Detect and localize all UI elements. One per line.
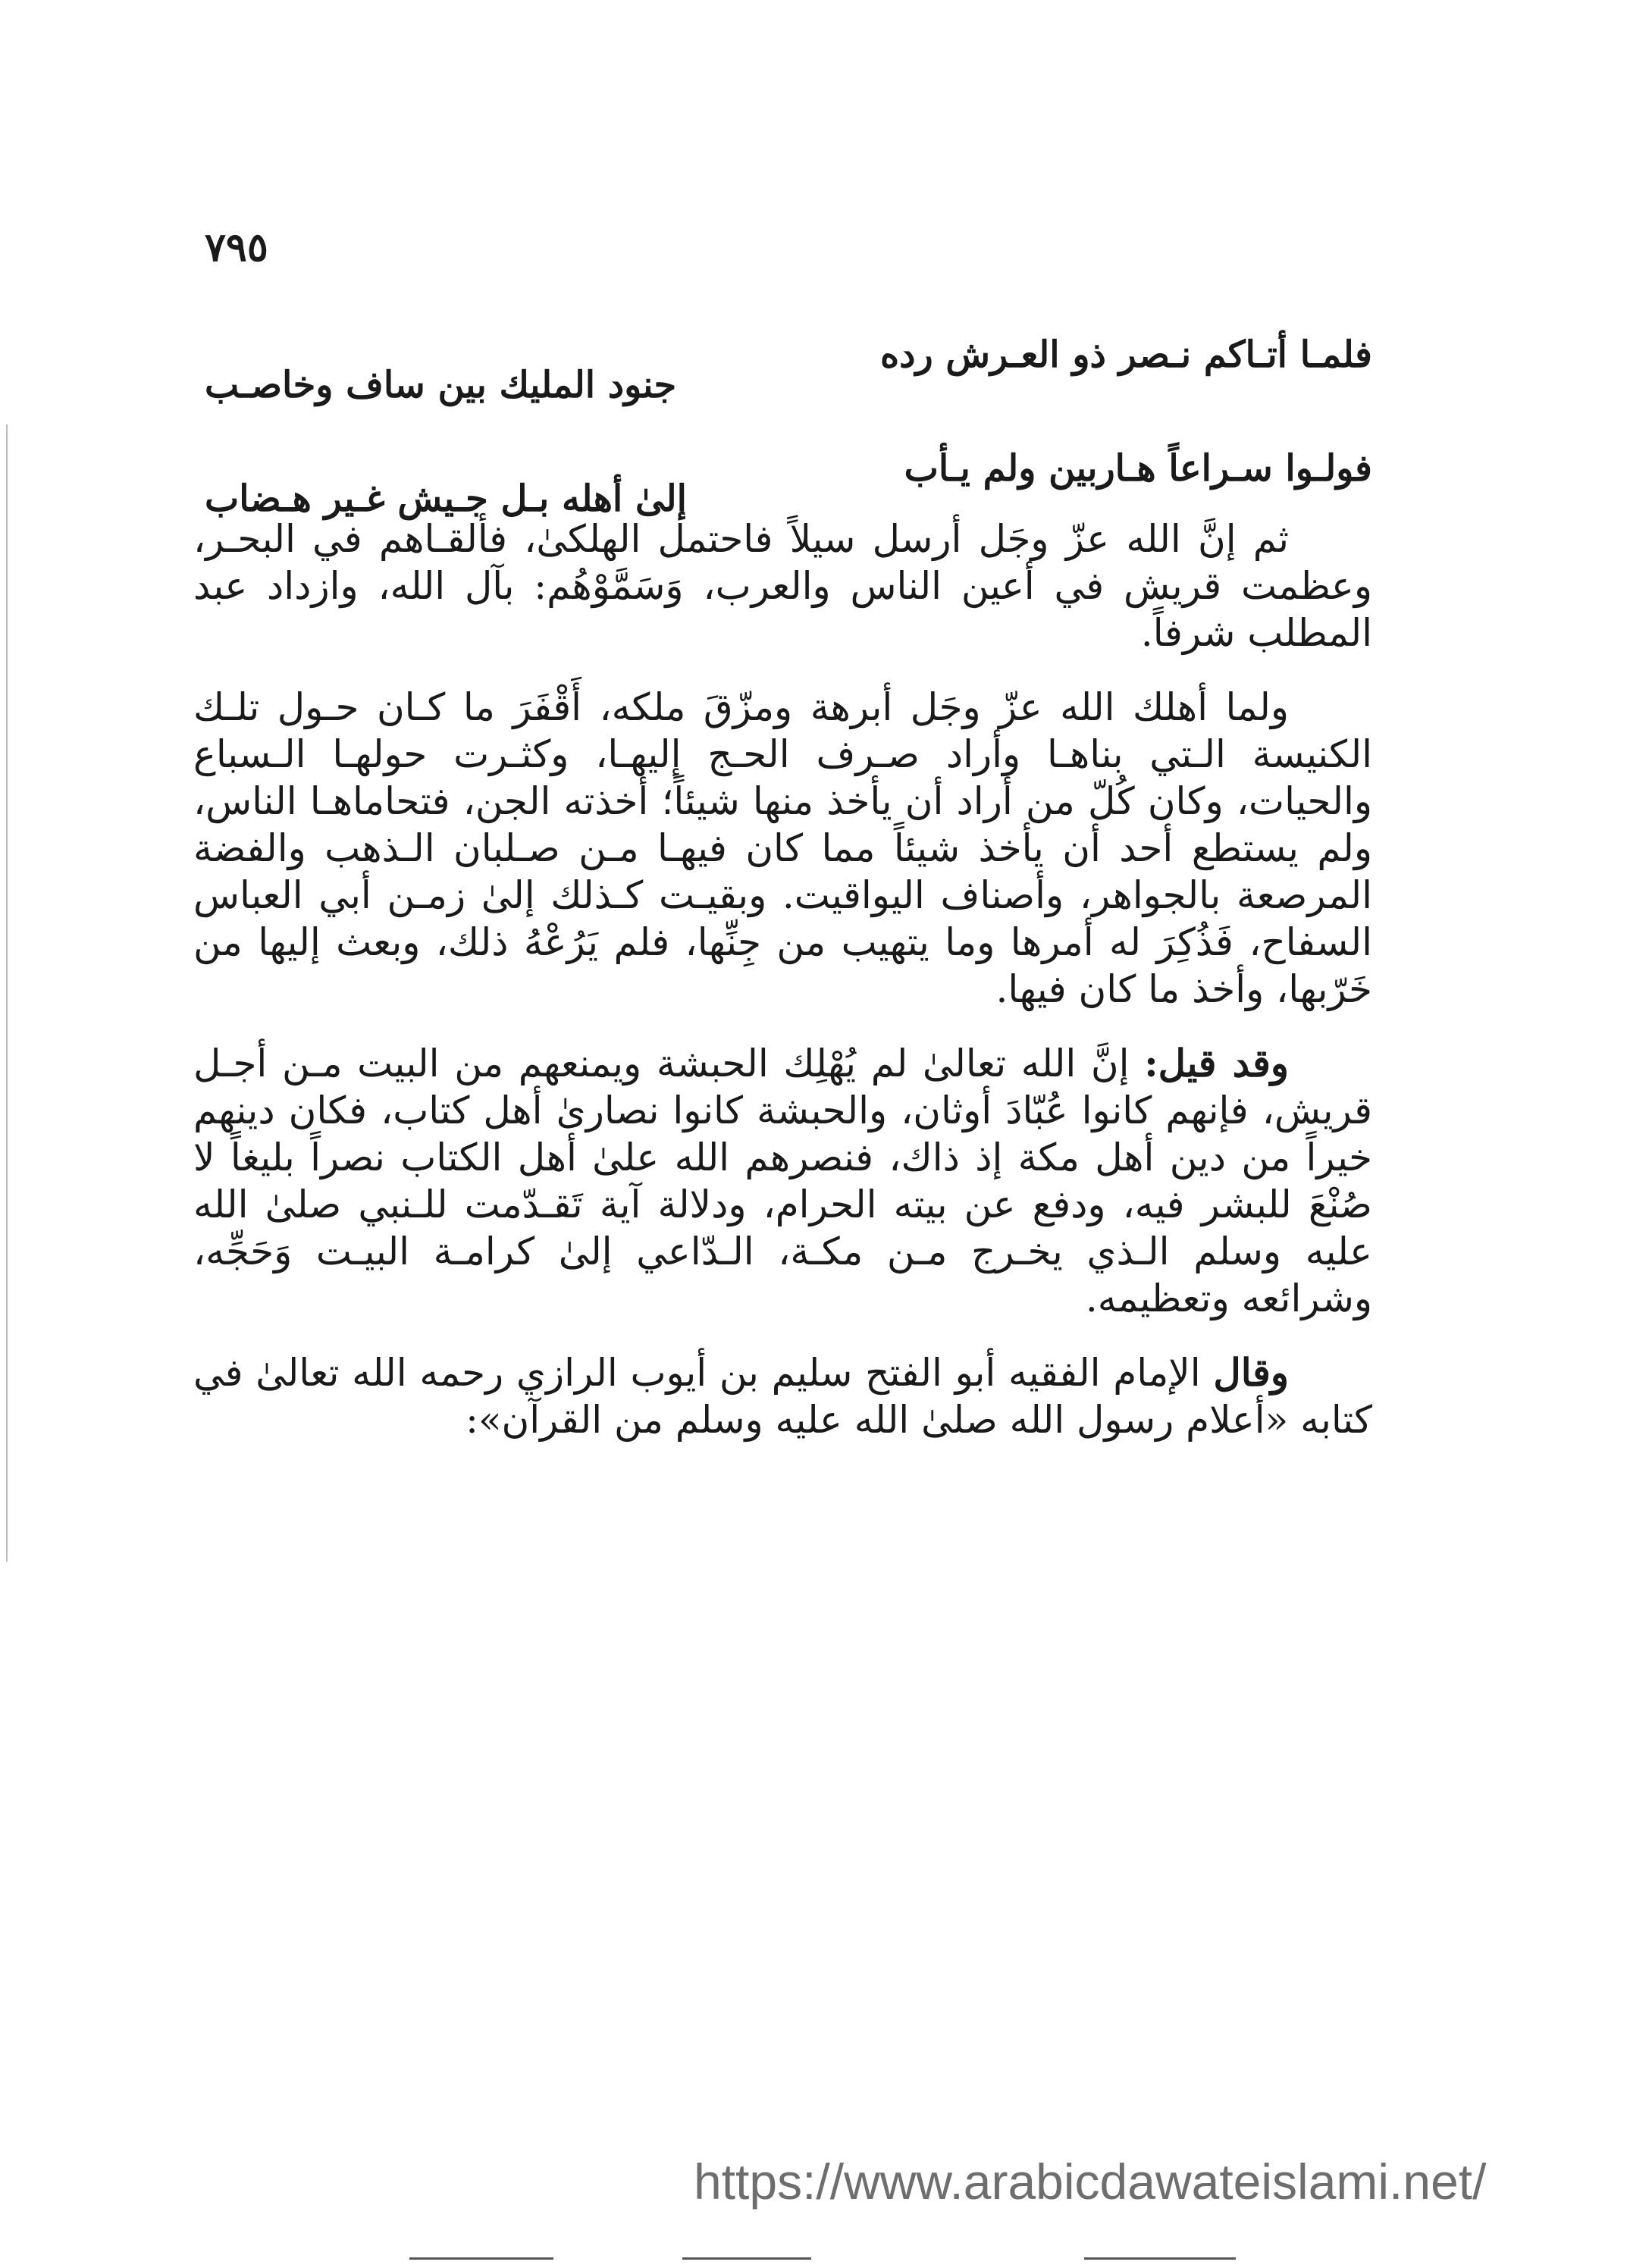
page-number: ٧٩٥ — [205, 224, 268, 271]
paragraph-2 — [193, 684, 1372, 1013]
paragraph-1-text: ثم إنَّ الله عزّ وجَل أرسل سيلاً فاحتمل الهلكىٰ، فألقـاهم في البحـر، وعظمت قريش في أعين الناس والعرب، وَسَمَّوْهُم: بآل الله، وازداد عبد المطلب شرفاً. — [193, 517, 1372, 655]
paragraph-1 — [193, 515, 1372, 656]
paragraph-4-lead: وقال — [1213, 1350, 1289, 1395]
verse-2-second-hemistich: إلىٰ أهله بـل جـيش غـير هـضاب — [205, 478, 687, 520]
footer-rule-left — [409, 2257, 553, 2260]
paragraph-3 — [193, 1040, 1372, 1322]
paragraph-4-text: الإمام الفقيه أبو الفتح سليم بن أيوب الرازي رحمه الله تعالىٰ في كتابه «أعلام رسول الله صلىٰ الله عليه وسلم من القرآن»: — [193, 1351, 1372, 1442]
body-text — [193, 515, 1372, 1471]
verse-1-second-hemistich: جنود المليك بين ساف وخاصـب — [205, 364, 677, 406]
paragraph-4 — [193, 1349, 1372, 1443]
verse-1-first-hemistich: فلمـا أتـاكم نـصر ذو العـرش رده — [879, 334, 1372, 376]
verse-2-first-hemistich: فولـوا سـراعاً هـاربين ولم يـأب — [904, 447, 1372, 490]
paragraph-3-text: إنَّ الله تعالىٰ لم يُهْلِك الحبشة ويمنعهم من البيت مـن أجـل قريش، فإنهم كانوا عُبّادَ أوثان، والحبشة كانوا نصارىٰ أهل كتاب، فكان دينهم خيراً من دين أهل مكة إذ ذاك، فنصرهم الله علىٰ أهل الكتاب نصراً بليغاً لا صُنْعَ للبشر فيه، ودفع عن بيته الحرام، ودلالة آية تَقـدّمت للـنبي صلىٰ الله عليه وسلم الـذي يخـرج مـن مكـة، الـدّاعي إلىٰ كرامـة البيـت وَحَجِّه، وشرائعه وتعظيمه. — [193, 1042, 1372, 1320]
poem-verse-1 — [205, 334, 1372, 447]
paragraph-3-lead: وقد قيل: — [1144, 1041, 1289, 1085]
footer-rule-right — [1084, 2257, 1236, 2260]
footer-rule-middle — [682, 2257, 811, 2260]
paragraph-2-text: ولما أهلك الله عزّ وجَل أبرهة ومزّقَ ملكه، أَقْفَرَ ما كـان حـول تلـك الكنيسة الـتي بناهـا وأراد صـرف الحـج إليهـا، وكثـرت حولهـا الـسباع والحيات، وكان كُلّ من أراد أن يأخذ منها شيئاً؛ أخذته الجن، فتحاماهـا الناس، ولم يستطع أحد أن يأخذ شيئاً مما كان فيهـا مـن صـلبان الـذهب والفضة المرصعة بالجواهر، وأصناف اليواقيت. وبقيـت كـذلك إلىٰ زمـن أبي العباس السفاح، فَذُكِرَ له أمرها وما يتهيب من جِنِّها، فلم يَرُعْهُ ذلك، وبعث إليها من خَرّبها، وأخذ ما كان فيها. — [193, 685, 1372, 1011]
scan-edge-mark — [6, 424, 8, 1562]
footer-url[interactable]: https://www.arabicdawateislami.net/ — [694, 2154, 1487, 2210]
